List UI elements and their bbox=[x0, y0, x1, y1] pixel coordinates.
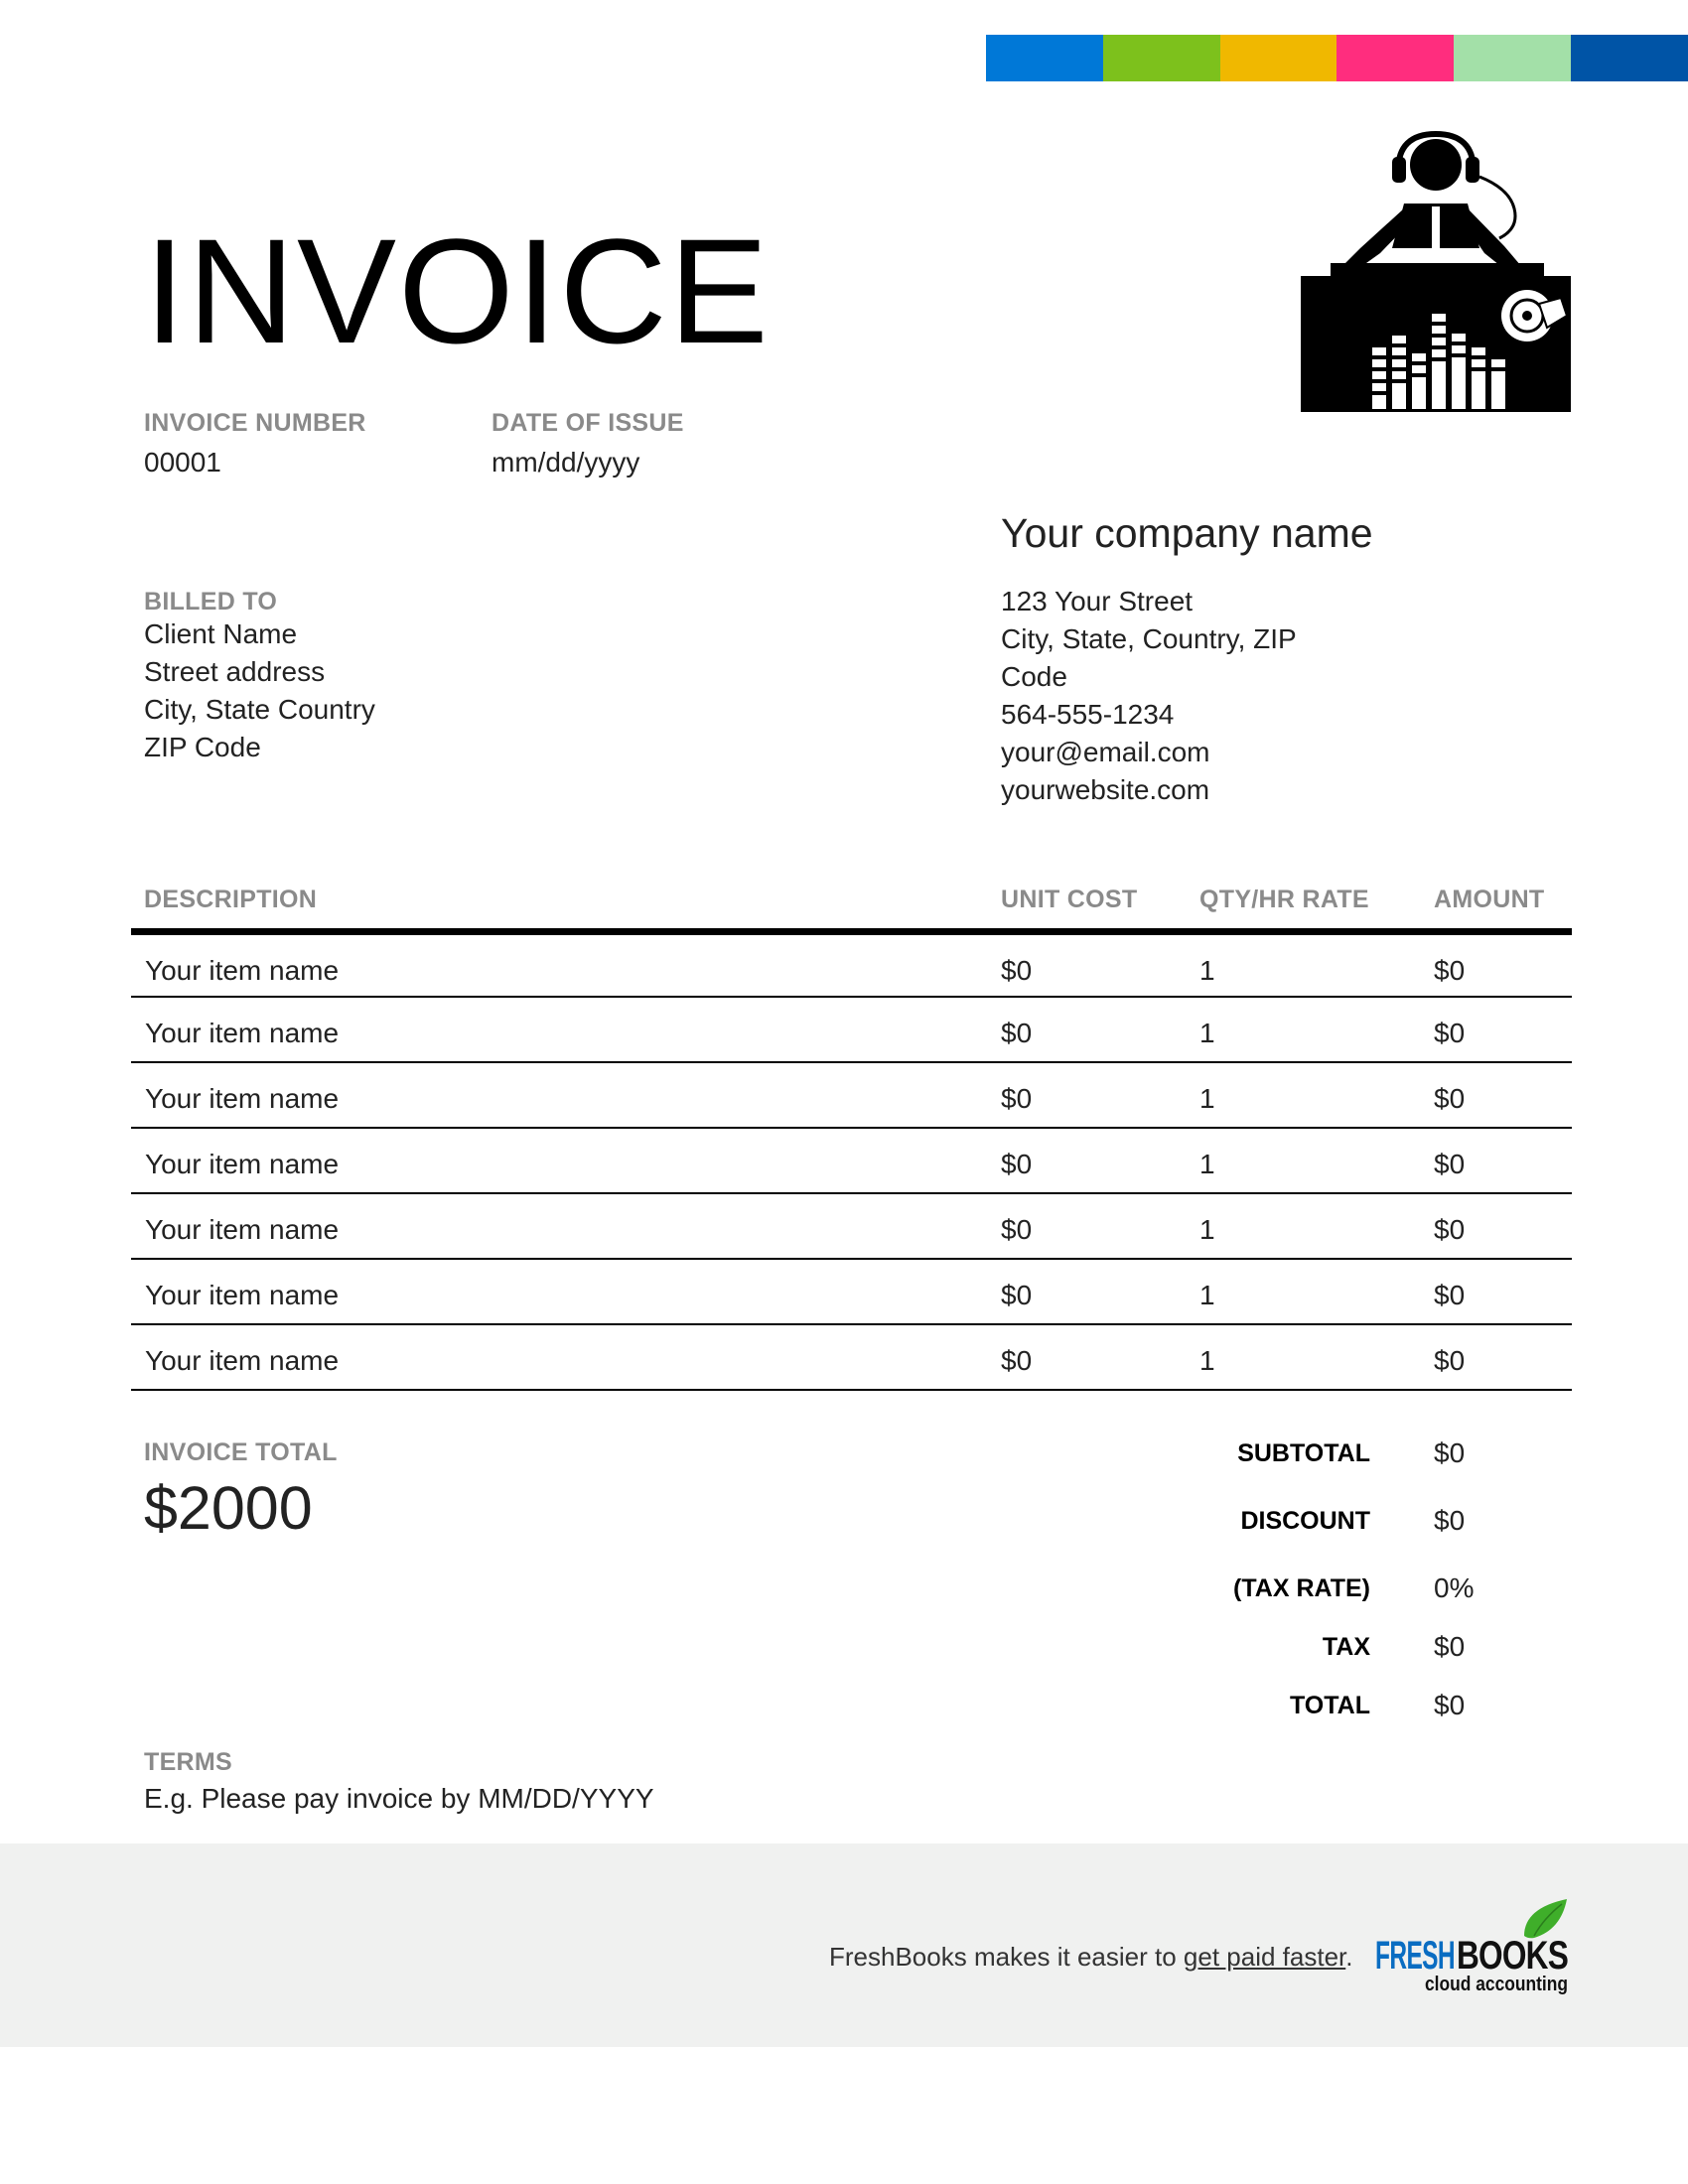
color-block-pink bbox=[1336, 35, 1454, 81]
color-block-blue bbox=[986, 35, 1103, 81]
company-email: your@email.com bbox=[1001, 737, 1210, 767]
date-of-issue-value: mm/dd/yyyy bbox=[492, 447, 640, 478]
item-amount: $0 bbox=[1434, 1083, 1466, 1114]
company-website: yourwebsite.com bbox=[1001, 774, 1210, 805]
item-qty: 1 bbox=[1199, 1214, 1215, 1245]
total-label: TOTAL bbox=[1289, 1692, 1370, 1719]
table-header-rule bbox=[131, 928, 1572, 935]
color-block-yellow bbox=[1220, 35, 1337, 81]
company-line: City, State, Country, ZIP bbox=[1001, 623, 1297, 654]
item-description: Your item name bbox=[145, 1018, 340, 1048]
company-line: 123 Your Street bbox=[1001, 586, 1194, 616]
invoice-total-label: INVOICE TOTAL bbox=[144, 1438, 338, 1466]
svg-text:FRESH: FRESH bbox=[1375, 1934, 1455, 1978]
table-row bbox=[131, 1063, 1572, 1129]
company-line: Code bbox=[1001, 661, 1067, 692]
discount-value: $0 bbox=[1434, 1505, 1466, 1536]
item-unit-cost: $0 bbox=[1001, 955, 1033, 986]
table-row bbox=[131, 1325, 1572, 1391]
subtotal-label: SUBTOTAL bbox=[1237, 1439, 1370, 1467]
total-value: $0 bbox=[1434, 1690, 1466, 1720]
color-block-mint bbox=[1454, 35, 1571, 81]
color-block-green bbox=[1103, 35, 1220, 81]
item-unit-cost: $0 bbox=[1001, 1280, 1033, 1310]
item-unit-cost: $0 bbox=[1001, 1083, 1033, 1114]
item-amount: $0 bbox=[1434, 955, 1466, 986]
footer-period: . bbox=[1345, 1942, 1353, 1972]
item-qty: 1 bbox=[1199, 1018, 1215, 1048]
client-street: Street address bbox=[144, 656, 326, 687]
col-header-qty: QTY/HR RATE bbox=[1199, 886, 1369, 913]
tax-value: $0 bbox=[1434, 1631, 1466, 1662]
table-row bbox=[131, 1194, 1572, 1260]
get-paid-faster-link[interactable]: get paid faster bbox=[1183, 1942, 1346, 1972]
table-row bbox=[131, 998, 1572, 1063]
item-amount: $0 bbox=[1434, 1214, 1466, 1245]
subtotal-value: $0 bbox=[1434, 1437, 1466, 1468]
item-unit-cost: $0 bbox=[1001, 1345, 1033, 1376]
item-unit-cost: $0 bbox=[1001, 1018, 1033, 1048]
footer-tagline bbox=[829, 1942, 1353, 1973]
item-description: Your item name bbox=[145, 955, 340, 986]
invoice-title: INVOICE bbox=[144, 207, 771, 374]
item-description: Your item name bbox=[145, 1083, 340, 1114]
item-amount: $0 bbox=[1434, 1149, 1466, 1179]
item-description: Your item name bbox=[145, 1280, 340, 1310]
item-amount: $0 bbox=[1434, 1280, 1466, 1310]
company-address bbox=[1001, 583, 1297, 809]
client-zip: ZIP Code bbox=[144, 732, 261, 762]
billed-to-label: BILLED TO bbox=[144, 588, 278, 615]
item-qty: 1 bbox=[1199, 1280, 1215, 1310]
col-header-description: DESCRIPTION bbox=[144, 886, 318, 913]
item-unit-cost: $0 bbox=[1001, 1149, 1033, 1179]
client-name: Client Name bbox=[144, 618, 298, 649]
item-qty: 1 bbox=[1199, 1083, 1215, 1114]
invoice-number-label: INVOICE NUMBER bbox=[144, 409, 366, 437]
billed-to-address bbox=[144, 615, 375, 766]
svg-text:BOOKS: BOOKS bbox=[1457, 1934, 1569, 1978]
tax-rate-value: 0% bbox=[1434, 1572, 1475, 1603]
item-description: Your item name bbox=[145, 1214, 340, 1245]
terms-value: E.g. Please pay invoice by MM/DD/YYYY bbox=[144, 1783, 654, 1814]
client-city: City, State Country bbox=[144, 694, 375, 725]
invoice-total-value: $2000 bbox=[144, 1474, 313, 1542]
col-header-amount: AMOUNT bbox=[1434, 886, 1545, 913]
footer-text: FreshBooks makes it easier to bbox=[829, 1942, 1184, 1972]
company-phone: 564-555-1234 bbox=[1001, 699, 1175, 730]
item-amount: $0 bbox=[1434, 1345, 1466, 1376]
table-row bbox=[131, 1260, 1572, 1325]
freshbooks-logo[interactable] bbox=[1375, 1896, 1574, 1995]
item-description: Your item name bbox=[145, 1149, 340, 1179]
terms-label: TERMS bbox=[144, 1748, 232, 1776]
date-of-issue-label: DATE OF ISSUE bbox=[492, 409, 684, 437]
item-amount: $0 bbox=[1434, 1018, 1466, 1048]
tax-rate-label: (TAX RATE) bbox=[1233, 1574, 1370, 1602]
dj-turntable-icon bbox=[1301, 129, 1571, 412]
item-qty: 1 bbox=[1199, 955, 1215, 986]
svg-text:cloud accounting: cloud accounting bbox=[1425, 1974, 1568, 1995]
company-name: Your company name bbox=[1001, 510, 1373, 556]
invoice-number-value: 00001 bbox=[144, 447, 221, 478]
item-description: Your item name bbox=[145, 1345, 340, 1376]
item-qty: 1 bbox=[1199, 1345, 1215, 1376]
item-qty: 1 bbox=[1199, 1149, 1215, 1179]
table-row bbox=[131, 1129, 1572, 1194]
discount-label: DISCOUNT bbox=[1240, 1507, 1370, 1535]
color-block-navy bbox=[1571, 35, 1688, 81]
table-row bbox=[131, 935, 1572, 998]
item-unit-cost: $0 bbox=[1001, 1214, 1033, 1245]
col-header-unit-cost: UNIT COST bbox=[1001, 886, 1138, 913]
tax-label: TAX bbox=[1322, 1633, 1370, 1661]
brand-color-strip bbox=[986, 35, 1688, 81]
